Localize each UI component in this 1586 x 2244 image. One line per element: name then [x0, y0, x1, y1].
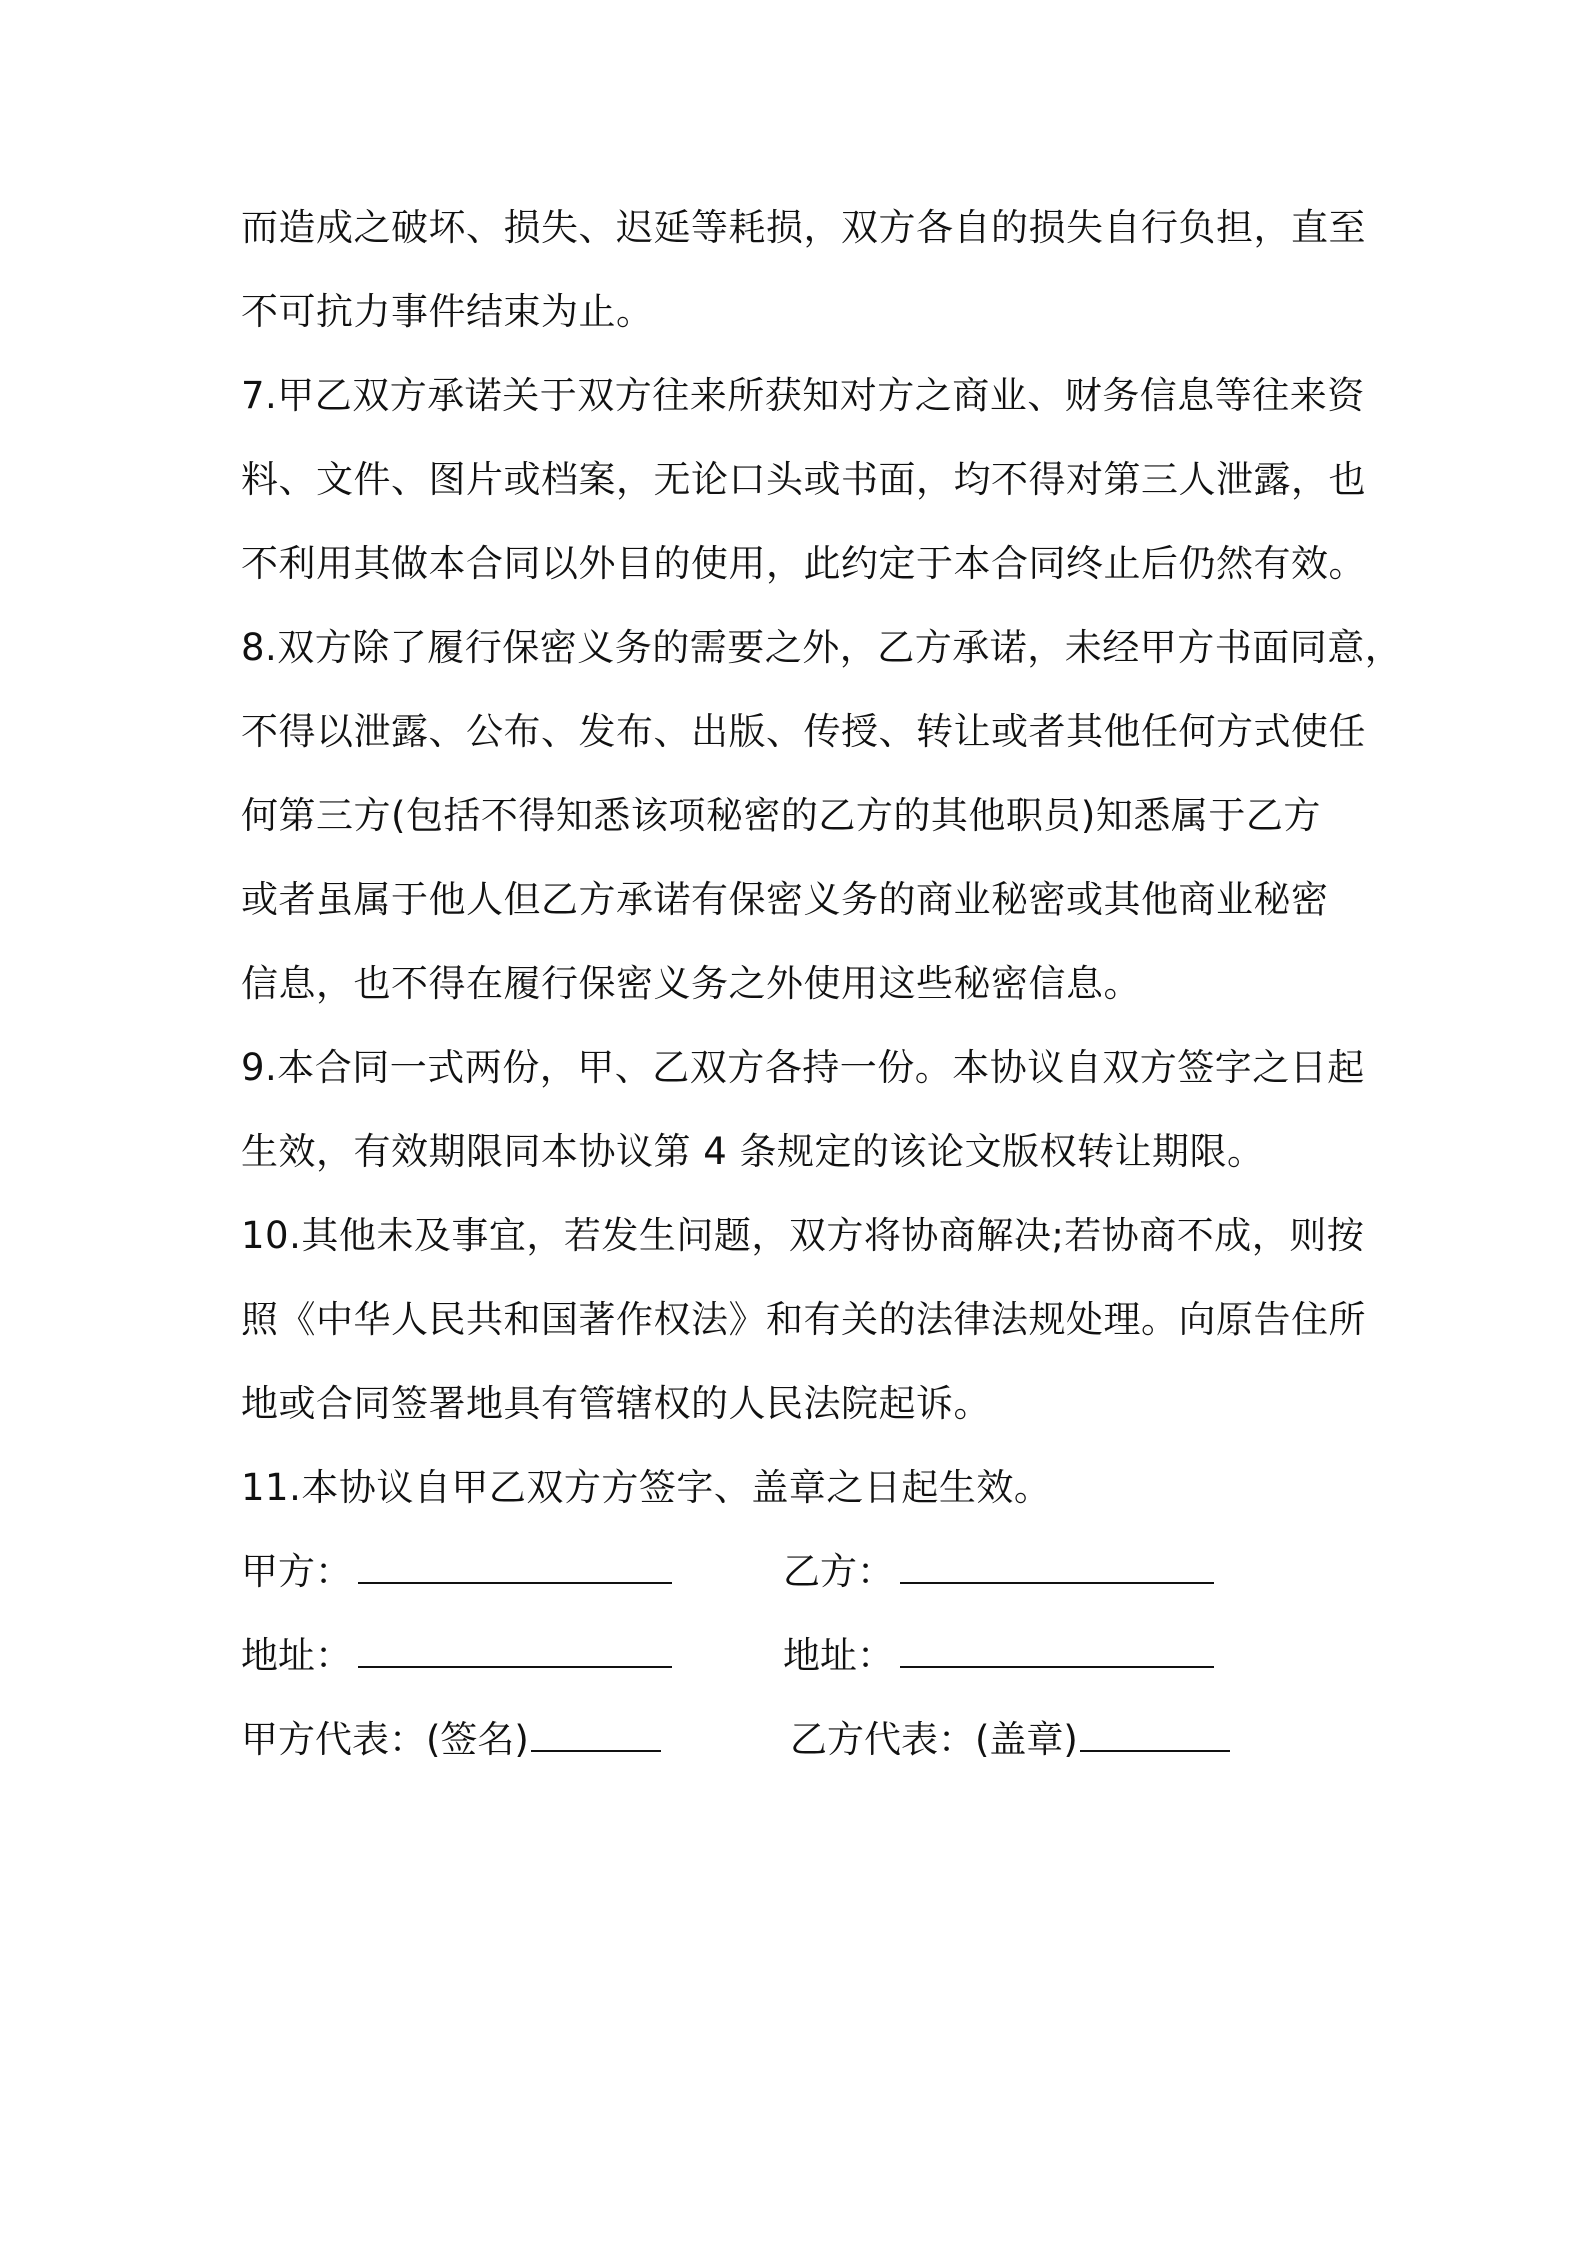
address-a-blank[interactable]: [358, 1632, 672, 1668]
party-a-label: 甲方：: [241, 1550, 352, 1593]
rep-b-label: 乙方代表：(盖章): [790, 1718, 1078, 1761]
address-a-label: 地址：: [241, 1634, 352, 1677]
text-line: 照《中华人民共和国著作权法》和有关的法律法规处理。向原告住所: [241, 1298, 1366, 1341]
text-line: 11.本协议自甲乙双方方签字、盖章之日起生效。: [241, 1466, 1052, 1509]
text-line: 而造成之破坏、损失、迟延等耗损，双方各自的损失自行负担，直至: [241, 206, 1366, 249]
text-line: 或者虽属于他人但乙方承诺有保密义务的商业秘密或其他商业秘密: [241, 878, 1329, 921]
party-b-field: [783, 1547, 1214, 1597]
party-b-label: 乙方：: [783, 1550, 894, 1593]
text-line: 生效，有效期限同本协议第 4 条规定的该论文版权转让期限。: [241, 1130, 1265, 1173]
text-line: 7.甲乙双方承诺关于双方往来所获知对方之商业、财务信息等往来资: [241, 374, 1365, 417]
address-a-field: [241, 1631, 672, 1681]
rep-a-blank[interactable]: [531, 1716, 661, 1752]
party-a-field: [241, 1547, 672, 1597]
text-line: 8.双方除了履行保密义务的需要之外，乙方承诺，未经甲方书面同意，: [241, 626, 1403, 669]
text-line: 9.本合同一式两份，甲、乙双方各持一份。本协议自双方签字之日起: [241, 1046, 1365, 1089]
text-line: 地或合同签署地具有管辖权的人民法院起诉。: [241, 1382, 991, 1425]
text-line: 料、文件、图片或档案，无论口头或书面，均不得对第三人泄露，也: [241, 458, 1366, 501]
rep-a-field: [241, 1715, 661, 1765]
text-line: 不可抗力事件结束为止。: [241, 290, 654, 333]
text-line: 信息，也不得在履行保密义务之外使用这些秘密信息。: [241, 962, 1141, 1005]
address-b-label: 地址：: [783, 1634, 894, 1677]
rep-b-field: [790, 1715, 1230, 1765]
address-b-blank[interactable]: [900, 1632, 1214, 1668]
text-line: 不得以泄露、公布、发布、出版、传授、转让或者其他任何方式使任: [241, 710, 1366, 753]
text-line: 不利用其做本合同以外目的使用，此约定于本合同终止后仍然有效。: [241, 542, 1366, 585]
party-b-blank[interactable]: [900, 1548, 1214, 1584]
text-line: 何第三方(包括不得知悉该项秘密的乙方的其他职员)知悉属于乙方: [241, 794, 1321, 837]
party-a-blank[interactable]: [358, 1548, 672, 1584]
rep-b-blank[interactable]: [1080, 1716, 1230, 1752]
rep-a-label: 甲方代表：(签名): [241, 1718, 529, 1761]
address-b-field: [783, 1631, 1214, 1681]
text-line: 10.其他未及事宜，若发生问题，双方将协商解决;若协商不成，则按: [241, 1214, 1365, 1257]
